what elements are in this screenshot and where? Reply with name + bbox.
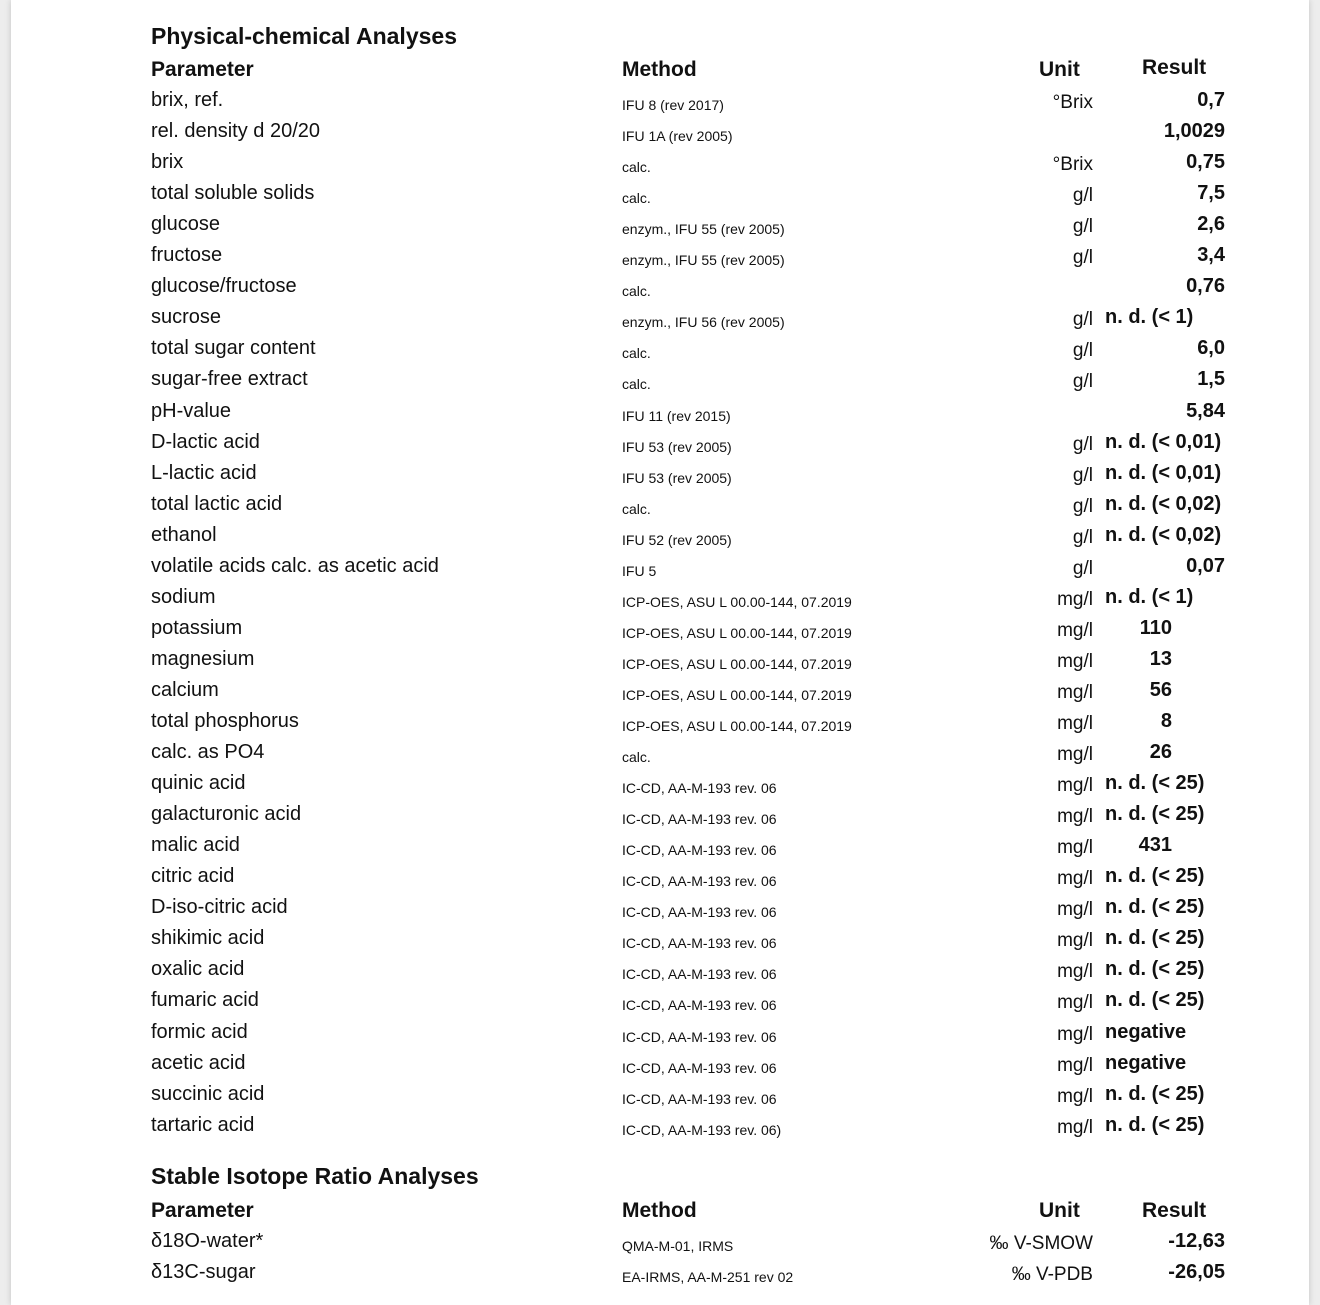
unit-cell: mg/l [1057,650,1093,672]
parameter-cell: sodium [151,585,216,608]
parameter-cell: volatile acids calc. as acetic acid [151,554,439,577]
table-row [0,493,1320,524]
unit-cell: mg/l [1057,1085,1093,1107]
unit-cell: g/l [1072,464,1093,486]
unit-cell: g/l [1072,371,1093,393]
parameter-cell: magnesium [151,647,255,670]
table-row [0,306,1320,337]
method-cell: ICP-OES, ASU L 00.00-144, 07.2019 [622,655,852,672]
table-row [0,865,1320,896]
unit-cell: mg/l [1057,868,1093,890]
unit-cell: mg/l [1057,1116,1093,1138]
table-row [0,182,1320,213]
table-row [0,617,1320,648]
result-cell: 7,5 [1197,182,1225,205]
header-unit: Unit [1039,1199,1080,1222]
result-cell: 13 [1149,647,1172,670]
parameter-cell: calc. as PO4 [151,741,265,764]
result-cell: 431 [1138,834,1172,857]
table-row [0,89,1320,120]
method-cell: IFU 52 (rev 2005) [622,531,732,548]
result-cell: negative [1105,1051,1187,1074]
parameter-cell: D-iso-citric acid [151,896,288,919]
parameter-cell: oxalic acid [151,958,245,981]
method-cell: IC-CD, AA-M-193 rev. 06 [622,1059,777,1076]
unit-cell: mg/l [1057,899,1093,921]
parameter-cell: galacturonic acid [151,803,302,826]
method-cell: ICP-OES, ASU L 00.00-144, 07.2019 [622,718,852,734]
table-row [0,1052,1320,1083]
parameter-cell: fumaric acid [151,989,259,1012]
method-cell: IC-CD, AA-M-193 rev. 06 [622,935,777,952]
parameter-cell: pH-value [151,399,232,422]
parameter-cell: glucose [151,213,220,236]
table-row [0,648,1320,679]
method-cell: IC-CD, AA-M-193 rev. 06 [622,1090,777,1107]
table-row [0,120,1320,151]
parameter-cell: total sugar content [151,337,316,360]
result-cell: -26,05 [1168,1261,1225,1283]
unit-cell: g/l [1072,216,1093,238]
unit-cell: mg/l [1057,837,1093,859]
parameter-cell: calcium [151,678,219,701]
unit-cell: g/l [1072,557,1093,579]
unit-cell: g/l [1072,185,1093,207]
unit-cell: mg/l [1057,806,1093,828]
parameter-cell: L-lactic acid [151,461,257,484]
unit-cell: mg/l [1057,744,1093,766]
table-row [0,431,1320,462]
method-cell: IFU 11 (rev 2015) [622,407,731,424]
result-cell: 0,7 [1197,89,1225,111]
unit-cell: ‰ V-SMOW [989,1233,1093,1254]
method-cell: IFU 8 (rev 2017) [622,97,724,113]
table-row [0,244,1320,275]
result-cell: 0,07 [1186,554,1225,577]
method-cell: IC-CD, AA-M-193 rev. 06 [622,997,777,1014]
parameter-cell: total soluble solids [151,182,315,205]
method-cell: calc. [622,376,651,393]
parameter-cell: formic acid [151,1020,248,1043]
method-cell: QMA-M-01, IRMS [622,1238,734,1254]
method-cell: IC-CD, AA-M-193 rev. 06 [622,1028,777,1045]
parameter-cell: potassium [151,616,243,639]
header-unit: Unit [1039,58,1080,81]
unit-cell: mg/l [1057,992,1093,1014]
method-cell: calc. [622,500,651,517]
result-cell: 56 [1149,678,1172,701]
unit-cell: g/l [1072,526,1093,548]
result-cell: n. d. (< 0,02) [1105,492,1222,515]
result-cell: n. d. (< 25) [1105,958,1205,981]
method-cell: IC-CD, AA-M-193 rev. 06 [622,842,777,859]
header-parameter: Parameter [151,58,254,81]
table-row [0,1230,1320,1261]
result-cell: 3,4 [1197,244,1225,267]
method-cell: IFU 53 (rev 2005) [622,438,732,455]
parameter-cell: ethanol [151,523,217,546]
unit-cell: g/l [1072,495,1093,517]
result-cell: n. d. (< 1) [1105,306,1194,329]
result-cell: 0,75 [1186,151,1225,174]
method-cell: enzym., IFU 56 (rev 2005) [622,314,785,331]
table-row [0,337,1320,368]
table-row [0,368,1320,399]
method-cell: IC-CD, AA-M-193 rev. 06 [622,873,777,890]
unit-cell: mg/l [1057,930,1093,952]
result-cell: n. d. (< 1) [1105,585,1194,608]
unit-cell: ‰ V-PDB [1011,1264,1093,1285]
table-row [0,679,1320,710]
table-row [0,896,1320,927]
result-cell: 0,76 [1186,275,1225,298]
header-method: Method [622,1199,697,1222]
method-cell: ICP-OES, ASU L 00.00-144, 07.2019 [622,593,852,610]
result-cell: 1,5 [1197,368,1225,391]
result-cell: n. d. (< 0,01) [1105,461,1222,484]
section-title-isotope: Stable Isotope Ratio Analyses [151,1163,479,1189]
method-cell: IFU 53 (rev 2005) [622,469,732,486]
table-row [0,927,1320,958]
unit-cell: mg/l [1057,713,1093,734]
parameter-cell: brix, ref. [151,89,224,111]
table-row [0,462,1320,493]
result-cell: 6,0 [1197,337,1225,360]
result-cell: n. d. (< 25) [1105,1082,1205,1105]
parameter-cell: succinic acid [151,1082,265,1105]
table-row [0,555,1320,586]
header-result: Result [1142,56,1207,79]
parameter-cell: sugar-free extract [151,368,308,391]
parameter-cell: δ13C-sugar [151,1261,256,1283]
table-row [0,213,1320,244]
result-cell: 2,6 [1197,213,1225,236]
result-cell: n. d. (< 25) [1105,989,1205,1012]
parameter-cell: D-lactic acid [151,430,260,453]
result-cell: n. d. (< 25) [1105,865,1205,888]
parameter-cell: fructose [151,244,223,267]
method-cell: calc. [622,190,651,207]
method-cell: calc. [622,283,651,300]
method-cell: ICP-OES, ASU L 00.00-144, 07.2019 [622,624,852,641]
parameter-cell: malic acid [151,834,240,857]
method-cell: IFU 1A (rev 2005) [622,128,733,145]
header-method: Method [622,58,697,81]
parameter-cell: tartaric acid [151,1113,255,1136]
table-row [0,1083,1320,1114]
unit-cell: g/l [1072,433,1093,455]
table-row [0,772,1320,803]
method-cell: IC-CD, AA-M-193 rev. 06 [622,904,777,921]
method-cell: calc. [622,159,651,176]
method-cell: enzym., IFU 55 (rev 2005) [622,252,785,269]
header-parameter: Parameter [151,1199,254,1222]
table-row [0,834,1320,865]
method-cell: calc. [622,345,651,362]
unit-cell: g/l [1072,309,1093,331]
table-row [0,1021,1320,1052]
table-row [0,958,1320,989]
parameter-cell: citric acid [151,865,235,888]
method-cell: IC-CD, AA-M-193 rev. 06 [622,811,777,828]
unit-cell: g/l [1072,247,1093,269]
table-row [0,741,1320,772]
parameter-cell: glucose/fructose [151,275,297,298]
result-cell: 5,84 [1186,399,1225,422]
result-cell: -12,63 [1168,1230,1225,1252]
method-cell: IFU 5 [622,562,657,579]
unit-cell: mg/l [1057,775,1093,797]
method-cell: ICP-OES, ASU L 00.00-144, 07.2019 [622,686,852,703]
unit-cell: °Brix [1052,92,1093,113]
table-row [0,400,1320,431]
parameter-cell: total lactic acid [151,492,283,515]
result-cell: 1,0029 [1163,120,1225,143]
table-row [0,710,1320,741]
unit-cell: mg/l [1057,588,1093,610]
method-cell: enzym., IFU 55 (rev 2005) [622,221,785,238]
table-row [0,1261,1320,1292]
table-row [0,586,1320,617]
result-cell: n. d. (< 25) [1105,927,1205,950]
unit-cell: mg/l [1057,619,1093,641]
table-row [0,524,1320,555]
unit-cell: mg/l [1057,961,1093,983]
unit-cell: g/l [1072,340,1093,362]
unit-cell: mg/l [1057,681,1093,703]
result-cell: negative [1105,1020,1187,1043]
parameter-cell: δ18O-water* [151,1230,264,1252]
parameter-cell: sucrose [151,306,222,329]
unit-cell: mg/l [1057,1054,1093,1076]
parameter-cell: rel. density d 20/20 [151,120,320,143]
method-cell: IC-CD, AA-M-193 rev. 06 [622,966,777,983]
parameter-cell: acetic acid [151,1051,246,1074]
table-row [0,151,1320,182]
parameter-cell: shikimic acid [151,927,265,950]
method-cell: calc. [622,749,651,766]
parameter-cell: quinic acid [151,772,246,795]
method-cell: IC-CD, AA-M-193 rev. 06 [622,780,777,797]
section-title-physchem: Physical-chemical Analyses [151,23,457,49]
table-row [0,1114,1320,1145]
result-cell: n. d. (< 0,02) [1105,523,1222,546]
parameter-cell: brix [151,151,184,174]
unit-cell: °Brix [1052,154,1093,176]
table-row [0,803,1320,834]
result-cell: n. d. (< 25) [1105,1113,1205,1136]
result-cell: 8 [1160,710,1172,732]
result-cell: n. d. (< 0,01) [1105,430,1222,453]
unit-cell: mg/l [1057,1023,1093,1045]
parameter-cell: total phosphorus [151,710,299,732]
result-cell: 110 [1139,616,1172,639]
method-cell: IC-CD, AA-M-193 rev. 06) [622,1121,782,1138]
table-row [0,275,1320,306]
table-row [0,989,1320,1020]
header-result: Result [1142,1199,1207,1222]
result-cell: n. d. (< 25) [1105,896,1205,919]
result-cell: n. d. (< 25) [1105,772,1205,795]
method-cell: EA-IRMS, AA-M-251 rev 02 [622,1269,794,1285]
result-cell: n. d. (< 25) [1105,803,1205,826]
result-cell: 26 [1149,741,1172,764]
